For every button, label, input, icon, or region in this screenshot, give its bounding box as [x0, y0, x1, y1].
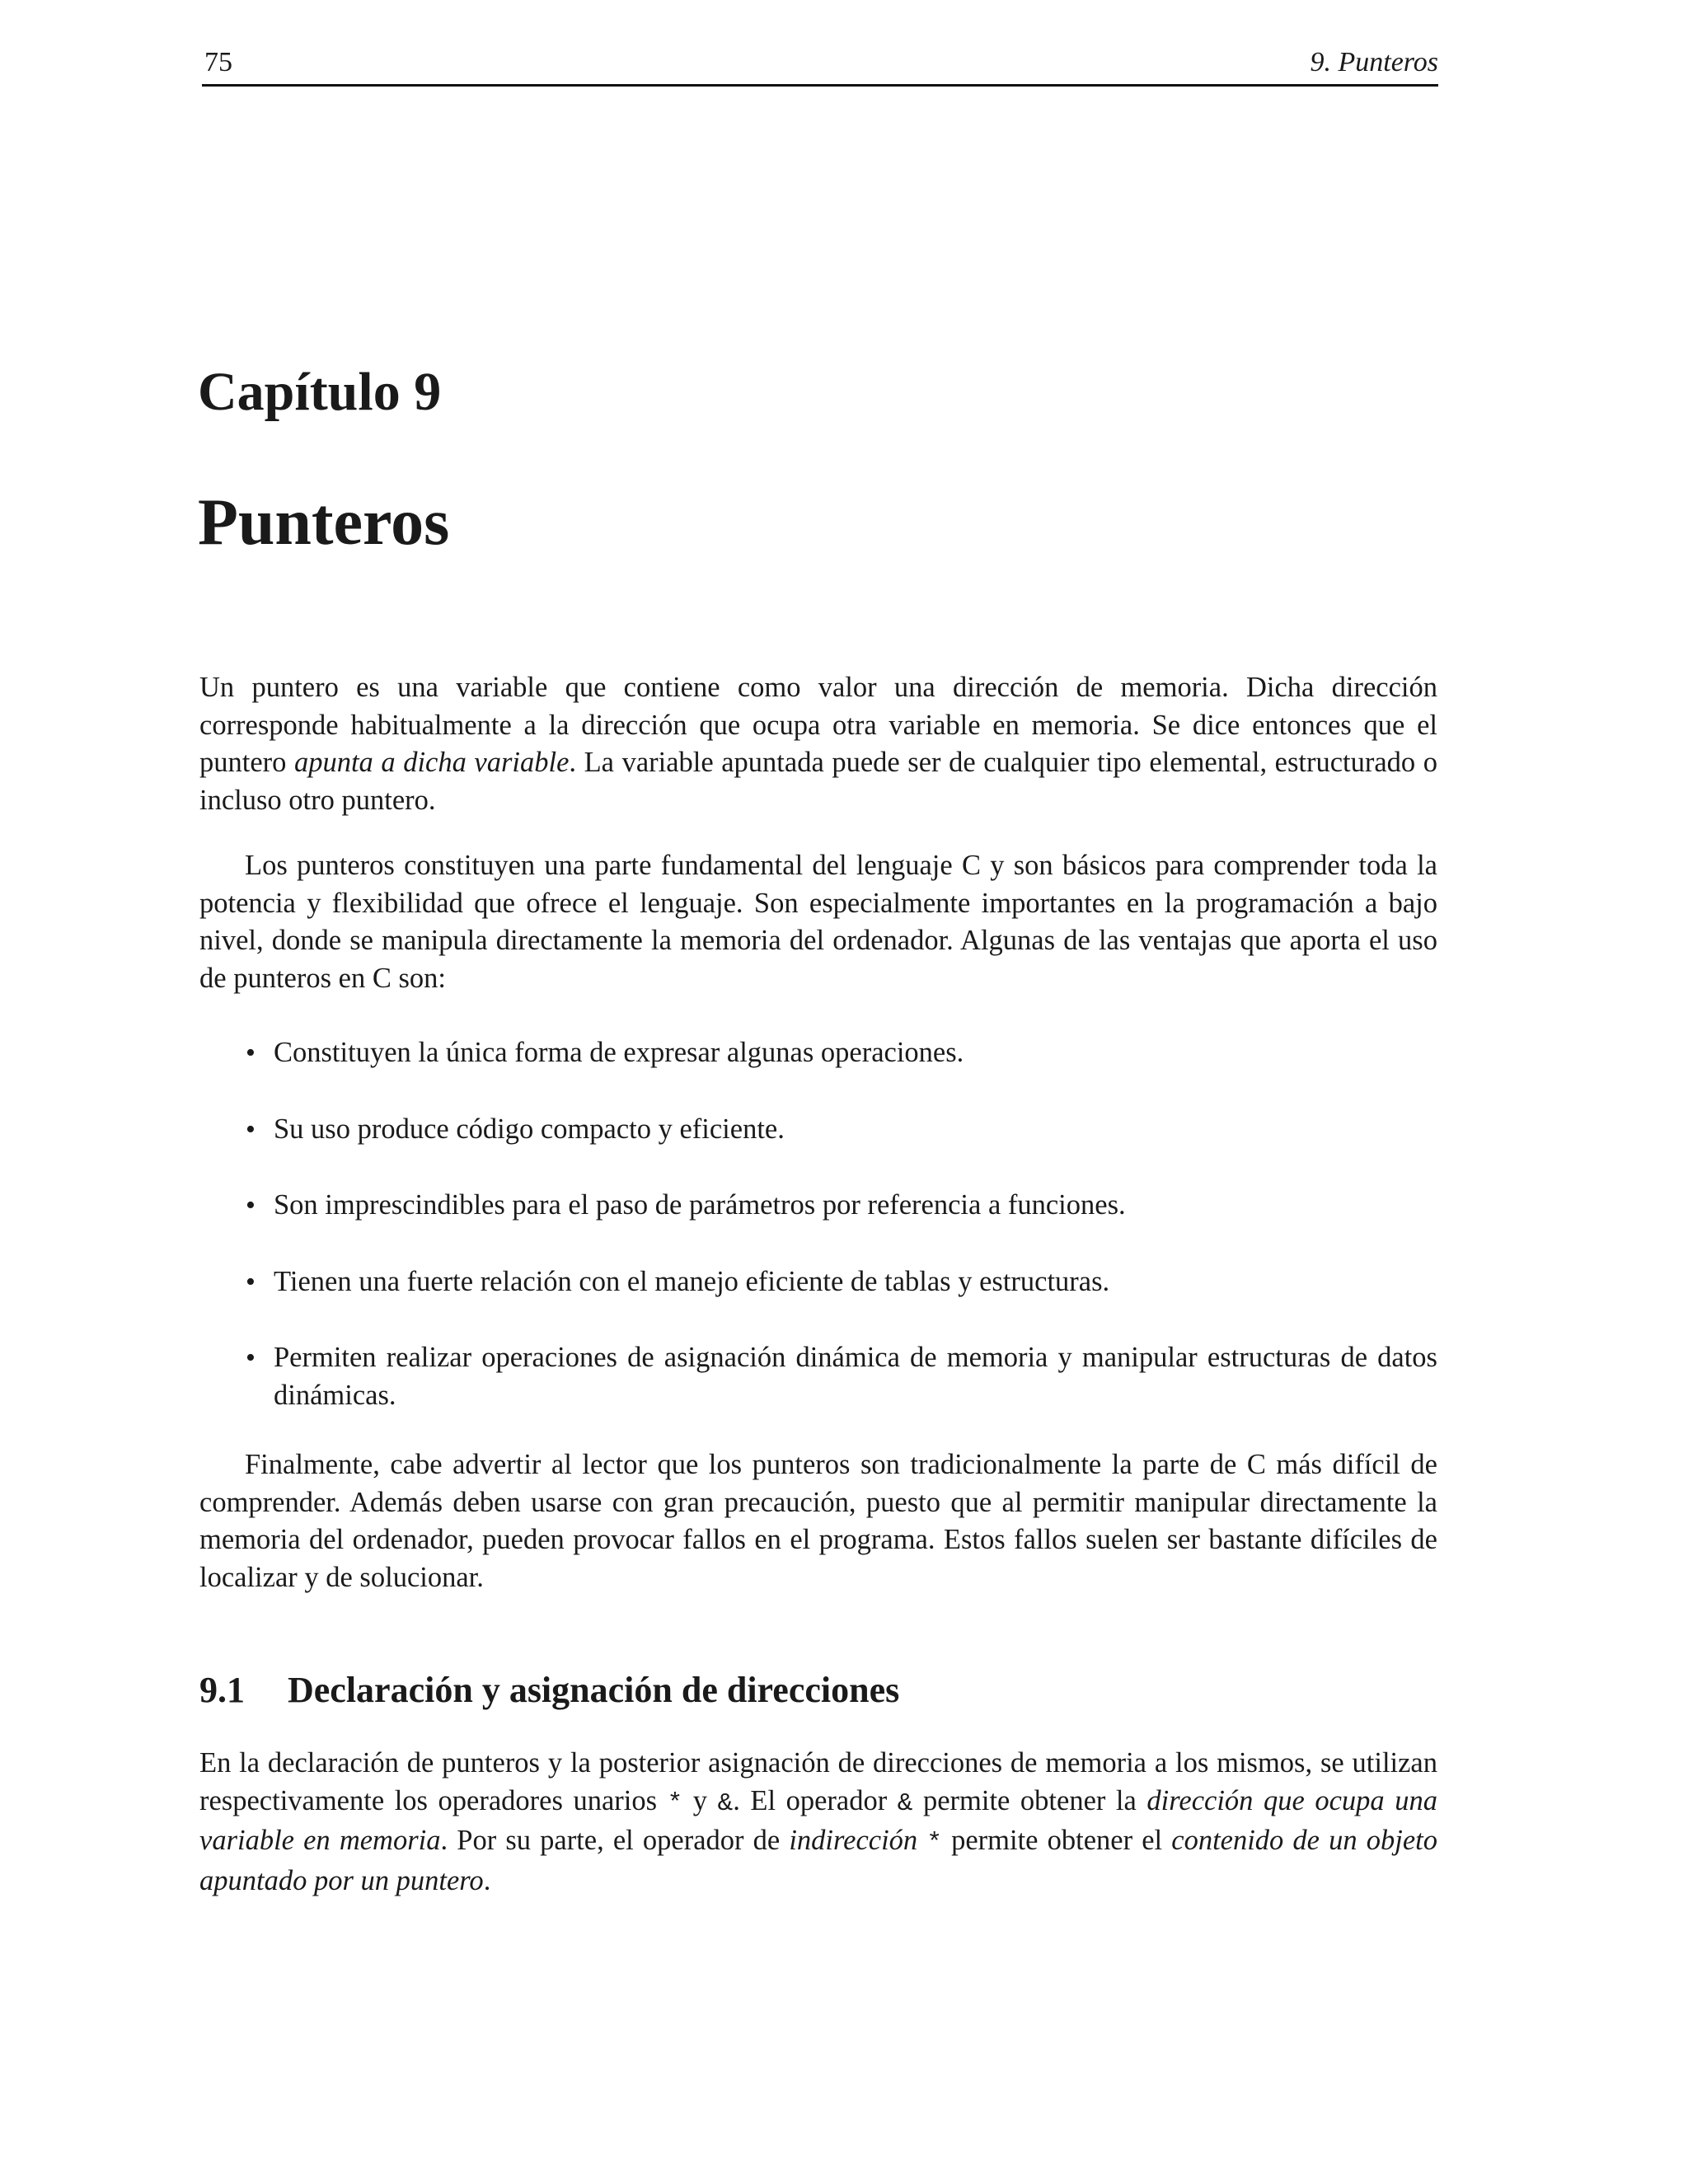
list-item: • Permiten realizar operaciones de asignación dinámica de memoria y manipular estructuras de datos dinámicas.	[199, 1339, 1437, 1414]
bullet-icon: •	[246, 1266, 256, 1297]
operator-asterisk: *	[667, 1788, 683, 1818]
list-item: • Tienen una fuerte relación con el manejo eficiente de tablas y estructuras.	[199, 1263, 1437, 1301]
list-item: • Constituyen la única forma de expresar algunas operaciones.	[199, 1034, 1437, 1072]
chapter-label: Capítulo 9	[198, 362, 442, 422]
page-number: 75	[204, 47, 232, 77]
intro-text-2: . La variable apuntada puede ser de cualquier tipo elemental, estructurado o incluso otro puntero.	[199, 747, 1438, 816]
section-title: Declaración y asignación de direcciones	[288, 1670, 900, 1710]
intro-emphasis: apunta a dicha variable	[293, 747, 570, 778]
bullet-icon: •	[246, 1190, 256, 1221]
list-item: • Su uso produce código compacto y eficiente.	[199, 1111, 1437, 1149]
bullet-icon: •	[246, 1038, 256, 1068]
section-number: 9.1	[199, 1670, 245, 1710]
section-paragraph: En la declaración de punteros y la posterior asignación de direcciones de memoria a los mismos, se utilizan respectivamente los operadores unarios * y &. El operador & permite obtener la dirección que ocupa una variable en memoria. Por su parte, el operador de indirección * permite obtener el contenido de un objeto apuntado por un puntero.	[199, 1747, 1438, 1896]
chapter-title: Punteros	[198, 486, 450, 559]
operator-ampersand: &	[897, 1788, 913, 1818]
advantages-intro-paragraph: Los punteros constituyen una parte fundamental del lenguaje C y son básicos para comprender toda la potencia y flexibilidad que ofrece el lenguaje. Son especialmente importantes en la programación a bajo nivel, donde se manipula directamente la memoria del ordenador. Algunas de las ventajas que aporta el uso de punteros en C son:	[199, 850, 1437, 994]
bullet-icon: •	[246, 1343, 256, 1373]
running-title: 9. Punteros	[1310, 47, 1438, 77]
warning-paragraph: Finalmente, cabe advertir al lector que los punteros son tradicionalmente la parte de C más difícil de comprender. Además deben usarse con gran precaución, puesto que al permitir manipular directamente la memoria del ordenador, pueden provocar fallos en el programa. Estos fallos suelen ser bastante difíciles de localizar y de solucionar.	[199, 1449, 1437, 1593]
list-item: • Son imprescindibles para el paso de parámetros por referencia a funciones.	[199, 1187, 1437, 1225]
bullet-icon: •	[246, 1113, 256, 1145]
advantages-list	[199, 1034, 1437, 1453]
intro-paragraph	[199, 669, 1437, 819]
running-header	[202, 43, 1438, 87]
operator-ampersand: &	[717, 1788, 734, 1818]
intro-text-1: Un puntero es una variable que contiene como valor una dirección de memoria. Dicha dirección corresponde habitualmente a la dirección que ocupa otra variable en memoria. Se dice entonces que el puntero	[199, 672, 1437, 778]
operator-asterisk: *	[926, 1829, 942, 1858]
section-heading	[199, 1669, 899, 1713]
